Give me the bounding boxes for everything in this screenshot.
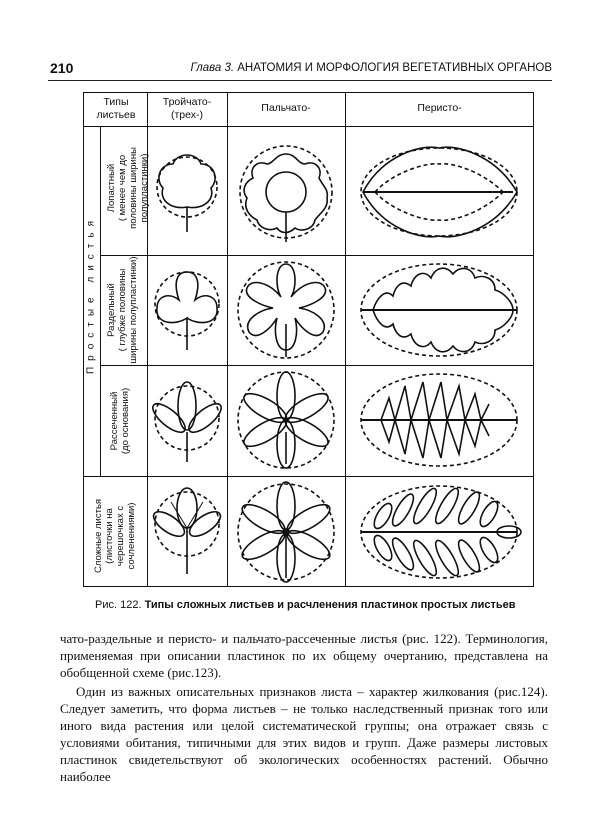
- page-number: 210: [50, 60, 74, 76]
- body-paragraph-2: Один из важных описательных признаков листа – характер жилкования (рис.124). Следует заметить, что форма листьев – не только наследственный признак того или иного вида растения или целой систематической группы; она отражает связь с условиями обитания, типичными для этих видов и групп. Даже размеры листовых пластинок свидетельствуют об экологических особенностях растений. Обычно наиболее: [60, 684, 548, 784]
- row-label-parted-note: ( глубже половины ширины полупластинки): [117, 256, 139, 364]
- leaf-drawings: [83, 92, 534, 587]
- row-label-compound-note: (листочки на черешочках с сочленениями): [104, 502, 137, 570]
- col-header-pinnate: Перисто-: [417, 102, 462, 114]
- pinnate-parted-leaf: [361, 264, 517, 356]
- header-rule: [48, 80, 552, 81]
- row-label-lobed-note: ( менее чем до половины ширины полупластинки): [117, 147, 150, 229]
- chapter-prefix: Глава 3.: [190, 62, 235, 74]
- palmate-parted-leaf: [238, 262, 334, 358]
- row-label-dissected-main: Рассеченный: [109, 391, 120, 451]
- palmate-compound-leaf: [238, 482, 334, 582]
- running-header: [190, 62, 552, 74]
- chapter-title: АНАТОМИЯ И МОРФОЛОГИЯ ВЕГЕТАТИВНЫХ ОРГАНОВ: [237, 62, 552, 74]
- figure-table: [83, 92, 534, 587]
- group-label-simple-leaves: Простые листья: [85, 214, 97, 375]
- ternate-dissected-leaf: [149, 382, 226, 462]
- row-label-lobed-main: Лопастный: [106, 163, 117, 213]
- ternate-parted-leaf: [155, 272, 219, 350]
- ternate-compound-leaf: [150, 488, 225, 574]
- row-label-parted-main: Раздельный: [106, 283, 117, 337]
- row-label-compound-main: Сложные листья: [93, 498, 104, 574]
- pinnate-compound-leaf: [361, 486, 521, 579]
- row-label-dissected-note: (до основания): [120, 387, 131, 455]
- caption-label: Рис. 122.: [95, 599, 142, 611]
- palmate-dissected-leaf: [238, 372, 334, 468]
- col-header-types: Типы листьев: [96, 96, 136, 121]
- col-header-ternate: Тройчато- (трех-): [162, 96, 212, 121]
- ternate-lobed-leaf: [157, 155, 217, 232]
- body-paragraph-1: чато-раздельные и перисто- и пальчато-рассеченные листья (рис. 122). Терминология, применяемая при описании пластинок по их общему очертанию, представлена на обобщенной схеме (рис.123).: [60, 631, 548, 680]
- pinnate-dissected-leaf: [361, 374, 517, 466]
- palmate-lobed-leaf: [240, 146, 332, 242]
- caption-text: Типы сложных листьев и расчленения пластинок простых листьев: [144, 599, 516, 611]
- col-header-palmate: Пальчато-: [261, 102, 311, 114]
- pinnate-lobed-leaf: [361, 147, 517, 237]
- figure-caption: [95, 599, 516, 611]
